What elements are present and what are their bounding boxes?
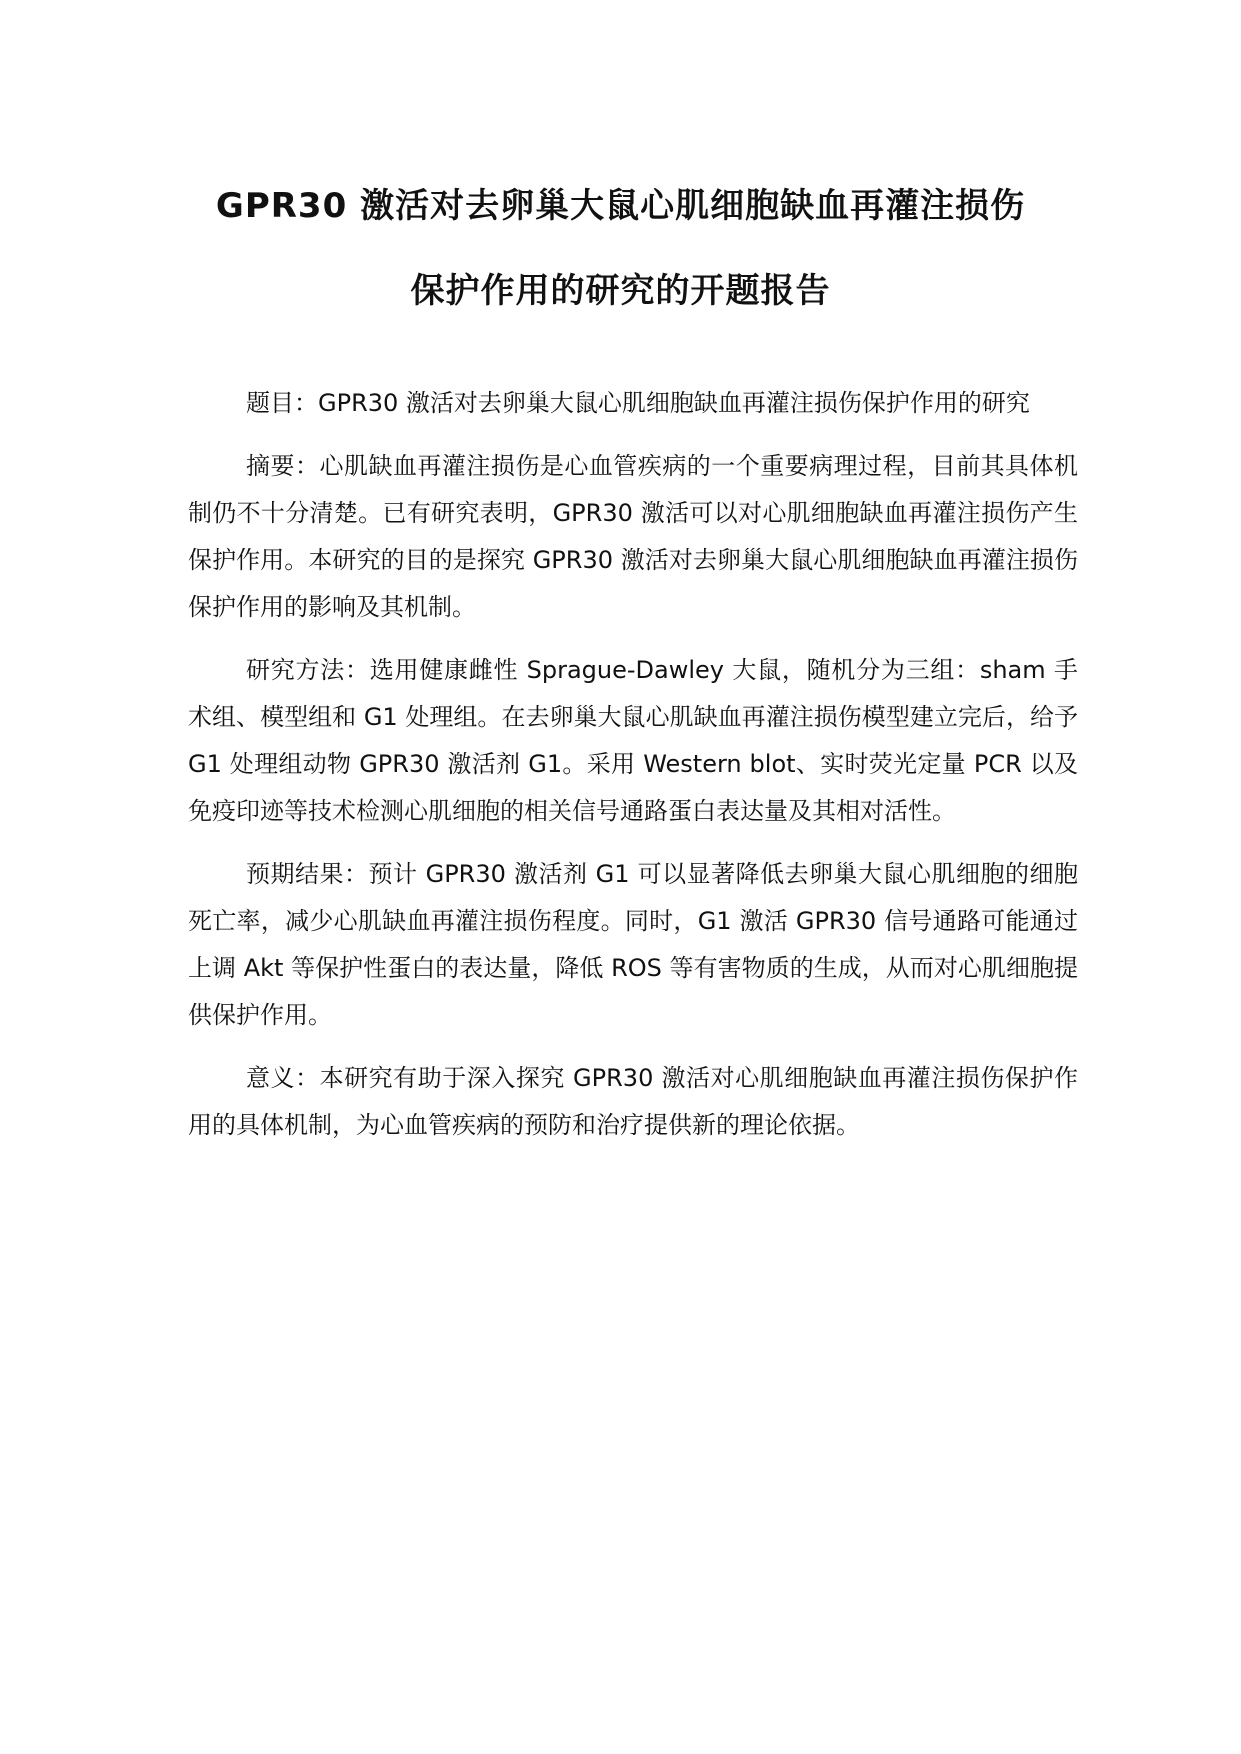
label-separator: ： — [343, 860, 369, 888]
paragraph-abstract — [188, 443, 1078, 631]
paragraph-methods — [188, 647, 1078, 835]
paragraph-label: 预期结果 — [246, 860, 344, 888]
document-body — [188, 380, 1078, 1165]
paragraph-label: 题目 — [246, 389, 294, 417]
label-separator: ： — [294, 452, 320, 480]
paragraph-text: 本研究有助于深入探究 GPR30 激活对心肌细胞缺血再灌注损伤保护作用的具体机制，为心血管疾病的预防和治疗提供新的理论依据。 — [188, 1064, 1078, 1139]
document-title-line-1: GPR30 激活对去卵巢大鼠心肌细胞缺血再灌注损伤 — [215, 186, 1026, 226]
paragraph-label: 摘要 — [246, 452, 295, 480]
paragraph-text: 预计 GPR30 激活剂 G1 可以显著降低去卵巢大鼠心肌细胞的细胞死亡率，减少心肌缺血再灌注损伤程度。同时，G1 激活 GPR30 信号通路可能通过上调 Akt 等保护性蛋白的表达量，降低 ROS 等有害物质的生成，从而对心肌细胞提供保护作用。 — [188, 860, 1079, 1029]
paragraph-significance — [188, 1055, 1078, 1149]
paragraph-label: 研究方法 — [246, 656, 345, 684]
paragraph-text: GPR30 激活对去卵巢大鼠心肌细胞缺血再灌注损伤保护作用的研究 — [318, 389, 1030, 417]
paragraph-text: 选用健康雌性 Sprague-Dawley 大鼠，随机分为三组：sham 手术组、模型组和 G1 处理组。在去卵巢大鼠心肌缺血再灌注损伤模型建立完后，给予 G1 处理组动物 GPR30 激活剂 G1。采用 Western blot、实时荧光定量 PCR 以及免疫印迹等技术检测心肌细胞的相关信号通路蛋白表达量及其相对活性。 — [188, 656, 1079, 825]
label-separator: ： — [294, 389, 318, 417]
paragraph-label: 意义 — [246, 1064, 296, 1092]
paragraph-text: 心肌缺血再灌注损伤是心血管疾病的一个重要病理过程，目前其具体机制仍不十分清楚。已有研究表明，GPR30 激活可以对心肌细胞缺血再灌注损伤产生保护作用。本研究的目的是探究 GPR30 激活对去卵巢大鼠心肌细胞缺血再灌注损伤保护作用的影响及其机制。 — [188, 452, 1079, 621]
label-separator: ： — [345, 656, 370, 684]
label-separator: ： — [295, 1064, 320, 1092]
document-title-line-2: 保护作用的研究的开题报告 — [410, 271, 831, 311]
paragraph-topic — [188, 380, 1078, 427]
paragraph-expected-results — [188, 851, 1078, 1039]
